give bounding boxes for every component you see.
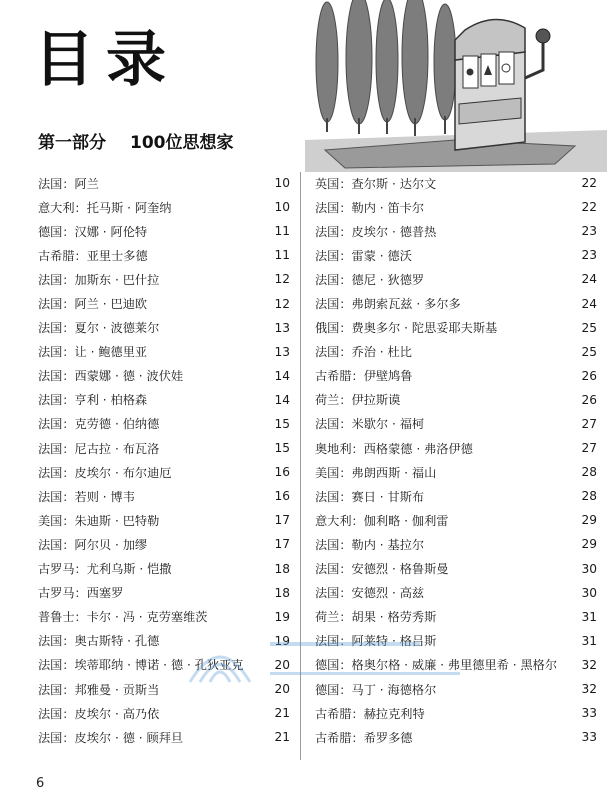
entry-text: 法国：克劳德 · 伯纳德 — [38, 417, 160, 432]
entry-text: 德国：马丁 · 海德格尔 — [315, 682, 437, 697]
entry-text: 荷兰：胡果 · 格劳秀斯 — [315, 610, 437, 625]
entry-text: 法国：西蒙娜 · 德 · 波伏娃 — [38, 369, 184, 384]
entry-text: 法国：加斯东 · 巴什拉 — [38, 272, 160, 287]
entry-text: 法国：皮埃尔 · 德普热 — [315, 224, 437, 239]
toc-entry[interactable] — [315, 725, 597, 749]
toc-entry[interactable] — [315, 701, 597, 725]
entry-page: 12 — [274, 296, 290, 311]
entry-text: 法国：赛日 · 甘斯布 — [315, 489, 425, 504]
entry-page: 22 — [581, 176, 597, 191]
entry-text: 法国：安德烈 · 高兹 — [315, 586, 425, 601]
slot-machine-illustration — [305, 0, 607, 172]
entry-text: 奥地利：西格蒙德 · 弗洛伊德 — [315, 441, 473, 456]
entry-text: 法国：米歇尔 · 福柯 — [315, 417, 425, 432]
toc-entry[interactable] — [38, 171, 290, 195]
entry-page: 24 — [581, 296, 597, 311]
entry-page: 31 — [581, 609, 597, 624]
entry-page: 27 — [581, 441, 597, 456]
entry-page: 31 — [581, 633, 597, 648]
entry-page: 23 — [581, 248, 597, 263]
toc-entry[interactable] — [38, 677, 290, 701]
entry-text: 法国：弗朗索瓦兹 · 多尔多 — [315, 297, 461, 312]
entry-text: 古罗马：西塞罗 — [38, 586, 124, 601]
entry-text: 法国：阿兰 · 巴迪欧 — [38, 297, 148, 312]
entry-text: 普鲁士：卡尔 · 冯 · 克劳塞维茨 — [38, 610, 208, 625]
toc-entry[interactable] — [38, 364, 290, 388]
toc-entry[interactable] — [38, 532, 290, 556]
entry-text: 法国：让 · 鲍德里亚 — [38, 345, 148, 360]
entry-page: 33 — [581, 730, 597, 745]
entry-page: 11 — [274, 224, 290, 239]
entry-text: 法国：邦雅曼 · 贡斯当 — [38, 682, 160, 697]
entry-text: 俄国：费奥多尔 · 陀思妥耶夫斯基 — [315, 321, 498, 336]
entry-text: 法国：皮埃尔 · 布尔迪厄 — [38, 465, 172, 480]
entry-page: 16 — [274, 465, 290, 480]
entry-page: 23 — [581, 224, 597, 239]
entry-page: 12 — [274, 272, 290, 287]
entry-page: 19 — [274, 609, 290, 624]
toc-entry[interactable] — [315, 171, 597, 195]
toc-entry[interactable] — [38, 340, 290, 364]
toc-entry[interactable] — [38, 701, 290, 725]
toc-entry[interactable] — [38, 388, 290, 412]
entry-page: 21 — [274, 706, 290, 721]
toc-entry[interactable] — [38, 629, 290, 653]
entry-page: 15 — [274, 441, 290, 456]
toc-entry[interactable] — [315, 677, 597, 701]
toc-entry[interactable] — [38, 291, 290, 315]
section-title — [38, 128, 234, 153]
entry-text: 美国：朱迪斯 · 巴特勒 — [38, 513, 160, 528]
toc-entry[interactable] — [315, 291, 597, 315]
entry-text: 法国：皮埃尔 · 高乃依 — [38, 706, 160, 721]
toc-entry[interactable] — [315, 605, 597, 629]
entry-text: 意大利：伽利略 · 伽利雷 — [315, 513, 449, 528]
toc-entry[interactable] — [38, 460, 290, 484]
toc-left-column — [38, 171, 290, 749]
entry-page: 25 — [581, 344, 597, 359]
entry-page: 19 — [274, 633, 290, 648]
entry-text: 法国：夏尔 · 波德莱尔 — [38, 321, 160, 336]
entry-page: 25 — [581, 320, 597, 335]
toc-entry[interactable] — [315, 532, 597, 556]
toc-entry[interactable] — [315, 243, 597, 267]
toc-entry[interactable] — [315, 508, 597, 532]
toc-entry[interactable] — [38, 557, 290, 581]
page-title: 目录 — [34, 25, 178, 95]
entry-page: 32 — [581, 657, 597, 672]
section-part: 第一部分 — [38, 133, 106, 153]
entry-text: 古希腊：希罗多德 — [315, 730, 413, 745]
entry-page: 16 — [274, 489, 290, 504]
entry-page: 14 — [274, 368, 290, 383]
entry-page: 29 — [581, 537, 597, 552]
entry-page: 17 — [274, 513, 290, 528]
entry-page: 10 — [274, 176, 290, 191]
entry-page: 29 — [581, 513, 597, 528]
toc-entry[interactable] — [38, 484, 290, 508]
toc-entry[interactable] — [315, 364, 597, 388]
column-divider — [300, 172, 301, 760]
toc-entry[interactable] — [38, 267, 290, 291]
toc-entry[interactable] — [315, 412, 597, 436]
entry-text: 古希腊：伊壁鸠鲁 — [315, 369, 413, 384]
toc-entry[interactable] — [315, 581, 597, 605]
toc-entry[interactable] — [315, 653, 597, 677]
toc-entry[interactable] — [38, 195, 290, 219]
entry-text: 法国：勒内 · 基拉尔 — [315, 537, 425, 552]
toc-entry[interactable] — [38, 436, 290, 460]
entry-text: 法国：德尼 · 狄德罗 — [315, 272, 425, 287]
entry-page: 20 — [274, 682, 290, 697]
toc-entry[interactable] — [315, 340, 597, 364]
toc-entry[interactable] — [315, 557, 597, 581]
toc-entry[interactable] — [38, 219, 290, 243]
toc-entry[interactable] — [315, 219, 597, 243]
section-name: 100位思想家 — [130, 133, 234, 153]
entry-page: 20 — [274, 657, 290, 672]
entry-page: 13 — [274, 320, 290, 335]
entry-page: 24 — [581, 272, 597, 287]
entry-text: 古罗马：尤利乌斯 · 恺撒 — [38, 562, 172, 577]
toc-entry[interactable] — [38, 725, 290, 749]
toc-entry[interactable] — [315, 316, 597, 340]
page-number: 6 — [36, 776, 45, 791]
entry-text: 法国：阿莱特 · 格吕斯 — [315, 634, 437, 649]
entry-text: 法国：埃蒂耶纳 · 博诺 · 德 · 孔狄亚克 — [38, 658, 244, 673]
entry-text: 法国：尼古拉 · 布瓦洛 — [38, 441, 160, 456]
entry-text: 法国：亨利 · 柏格森 — [38, 393, 148, 408]
entry-text: 法国：阿兰 — [38, 176, 99, 191]
entry-page: 30 — [581, 561, 597, 576]
entry-text: 法国：乔治 · 杜比 — [315, 345, 412, 360]
entry-page: 28 — [581, 465, 597, 480]
entry-page: 10 — [274, 200, 290, 215]
toc-entry[interactable] — [38, 508, 290, 532]
toc-entry[interactable] — [315, 436, 597, 460]
entry-page: 11 — [274, 248, 290, 263]
entry-text: 荷兰：伊拉斯谟 — [315, 393, 401, 408]
toc-entry[interactable] — [315, 484, 597, 508]
entry-page: 13 — [274, 344, 290, 359]
toc-entry[interactable] — [315, 460, 597, 484]
entry-page: 18 — [274, 585, 290, 600]
toc-entry[interactable] — [315, 388, 597, 412]
entry-page: 26 — [581, 368, 597, 383]
toc-entry[interactable] — [315, 267, 597, 291]
entry-page: 26 — [581, 392, 597, 407]
entry-text: 古希腊：赫拉克利特 — [315, 706, 425, 721]
entry-text: 法国：勒内 · 笛卡尔 — [315, 200, 425, 215]
entry-text: 法国：奥古斯特 · 孔德 — [38, 634, 160, 649]
entry-page: 14 — [274, 392, 290, 407]
toc-entry[interactable] — [38, 316, 290, 340]
entry-text: 古希腊：亚里士多德 — [38, 248, 148, 263]
entry-text: 意大利：托马斯 · 阿奎纳 — [38, 200, 172, 215]
entry-text: 法国：雷蒙 · 德沃 — [315, 248, 412, 263]
entry-page: 18 — [274, 561, 290, 576]
entry-text: 法国：皮埃尔 · 德 · 顾拜旦 — [38, 730, 184, 745]
entry-text: 德国：汉娜 · 阿伦特 — [38, 224, 148, 239]
entry-page: 32 — [581, 682, 597, 697]
entry-text: 法国：安德烈 · 格鲁斯曼 — [315, 562, 449, 577]
entry-page: 15 — [274, 416, 290, 431]
toc-entry[interactable] — [315, 629, 597, 653]
entry-page: 17 — [274, 537, 290, 552]
entry-text: 美国：弗朗西斯 · 福山 — [315, 465, 437, 480]
toc-entry[interactable] — [38, 653, 290, 677]
entry-page: 27 — [581, 416, 597, 431]
entry-page: 22 — [581, 200, 597, 215]
entry-text: 法国：阿尔贝 · 加缪 — [38, 537, 148, 552]
toc-entry[interactable] — [38, 605, 290, 629]
entry-text: 英国：查尔斯 · 达尔文 — [315, 176, 437, 191]
entry-page: 33 — [581, 706, 597, 721]
entry-text: 法国：若则 · 博韦 — [38, 489, 135, 504]
toc-entry[interactable] — [38, 243, 290, 267]
entry-page: 28 — [581, 489, 597, 504]
toc-right-column — [315, 171, 597, 749]
toc-entry[interactable] — [315, 195, 597, 219]
entry-page: 21 — [274, 730, 290, 745]
entry-text: 德国：格奥尔格 · 威廉 · 弗里德里希 · 黑格尔 — [315, 658, 558, 673]
toc-entry[interactable] — [38, 412, 290, 436]
toc-entry[interactable] — [38, 581, 290, 605]
entry-page: 30 — [581, 585, 597, 600]
